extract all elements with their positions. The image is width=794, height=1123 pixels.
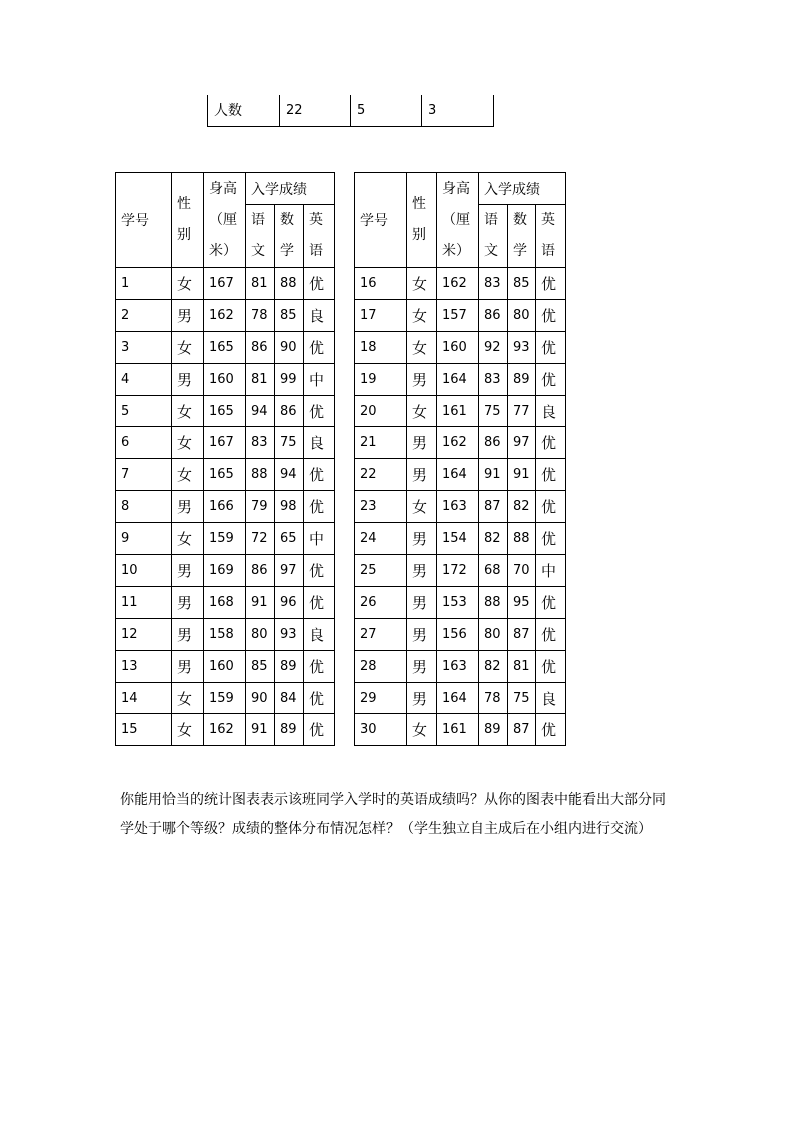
- header-entrance-score: 入学成绩: [246, 173, 335, 205]
- summary-value: 5: [351, 95, 422, 126]
- english-grade-cell: 优: [536, 299, 566, 331]
- header-english-line: 语: [541, 243, 555, 259]
- student-id-cell: 26: [355, 586, 407, 618]
- summary-table: [207, 95, 494, 127]
- header-gender-line: 性: [412, 196, 426, 212]
- height-cell: 153: [437, 586, 479, 618]
- header-english: [304, 205, 335, 268]
- chinese-score-cell: 82: [479, 523, 508, 555]
- chinese-score-cell: 86: [479, 427, 508, 459]
- header-height-line: （厘: [442, 211, 470, 228]
- english-grade-cell: 良: [304, 618, 335, 650]
- table-row: [116, 714, 335, 746]
- header-math-line: 数: [280, 212, 294, 228]
- header-id: 学号: [116, 173, 172, 268]
- chinese-score-cell: 81: [246, 363, 275, 395]
- english-grade-cell: 良: [536, 682, 566, 714]
- gender-cell: 男: [407, 586, 437, 618]
- student-id-cell: 15: [116, 714, 172, 746]
- english-grade-cell: 中: [304, 523, 335, 555]
- table-row: [355, 714, 566, 746]
- header-english-line: 英: [309, 212, 323, 228]
- height-cell: 159: [204, 523, 246, 555]
- table-row: [116, 459, 335, 491]
- math-score-cell: 89: [275, 714, 304, 746]
- height-cell: 154: [437, 523, 479, 555]
- header-entrance-score: 入学成绩: [479, 173, 566, 205]
- gender-cell: 女: [407, 395, 437, 427]
- math-score-cell: 94: [275, 459, 304, 491]
- height-cell: 163: [437, 650, 479, 682]
- header-chinese-line: 文: [484, 243, 498, 259]
- height-cell: 161: [437, 395, 479, 427]
- table-row: [116, 682, 335, 714]
- math-score-cell: 65: [275, 523, 304, 555]
- english-grade-cell: 优: [536, 523, 566, 555]
- chinese-score-cell: 91: [246, 586, 275, 618]
- chinese-score-cell: 85: [246, 650, 275, 682]
- student-id-cell: 2: [116, 299, 172, 331]
- english-grade-cell: 优: [304, 714, 335, 746]
- question-line: 学处于哪个等级？成绩的整体分布情况怎样？（学生独立自主成后在小组内进行交流）: [120, 821, 652, 837]
- height-cell: 159: [204, 682, 246, 714]
- english-grade-cell: 优: [536, 331, 566, 363]
- summary-value: 3: [422, 95, 494, 126]
- height-cell: 162: [204, 714, 246, 746]
- english-grade-cell: 良: [304, 299, 335, 331]
- student-id-cell: 23: [355, 491, 407, 523]
- student-id-cell: 13: [116, 650, 172, 682]
- student-id-cell: 5: [116, 395, 172, 427]
- height-cell: 162: [204, 299, 246, 331]
- header-gender-line: 性: [177, 196, 191, 212]
- height-cell: 165: [204, 459, 246, 491]
- chinese-score-cell: 82: [479, 650, 508, 682]
- chinese-score-cell: 83: [479, 268, 508, 300]
- header-math: [508, 205, 536, 268]
- table-row: [116, 618, 335, 650]
- table-row: [355, 395, 566, 427]
- math-score-cell: 91: [508, 459, 536, 491]
- gender-cell: 女: [407, 714, 437, 746]
- math-score-cell: 82: [508, 491, 536, 523]
- student-id-cell: 27: [355, 618, 407, 650]
- table-row: [355, 586, 566, 618]
- height-cell: 156: [437, 618, 479, 650]
- student-id-cell: 19: [355, 363, 407, 395]
- table-row: [355, 491, 566, 523]
- chinese-score-cell: 86: [246, 555, 275, 587]
- math-score-cell: 85: [508, 268, 536, 300]
- height-cell: 167: [204, 268, 246, 300]
- question-line: 你能用恰当的统计图表表示该班同学入学时的英语成绩吗？从你的图表中能看出大部分同: [120, 792, 666, 808]
- student-id-cell: 29: [355, 682, 407, 714]
- gender-cell: 女: [172, 331, 204, 363]
- chinese-score-cell: 86: [246, 331, 275, 363]
- math-score-cell: 75: [275, 427, 304, 459]
- student-id-cell: 14: [116, 682, 172, 714]
- header-height-line: 米）: [209, 242, 237, 259]
- student-id-cell: 10: [116, 555, 172, 587]
- student-id-cell: 22: [355, 459, 407, 491]
- gender-cell: 男: [172, 555, 204, 587]
- math-score-cell: 90: [275, 331, 304, 363]
- math-score-cell: 95: [508, 586, 536, 618]
- table-row: [355, 268, 566, 300]
- math-score-cell: 85: [275, 299, 304, 331]
- chinese-score-cell: 94: [246, 395, 275, 427]
- student-id-cell: 6: [116, 427, 172, 459]
- gender-cell: 男: [407, 682, 437, 714]
- math-score-cell: 87: [508, 714, 536, 746]
- height-cell: 167: [204, 427, 246, 459]
- header-height: [204, 173, 246, 268]
- header-height-line: 身高: [209, 180, 237, 197]
- english-grade-cell: 优: [536, 714, 566, 746]
- english-grade-cell: 优: [304, 459, 335, 491]
- chinese-score-cell: 79: [246, 491, 275, 523]
- gender-cell: 女: [172, 268, 204, 300]
- chinese-score-cell: 81: [246, 268, 275, 300]
- student-id-cell: 9: [116, 523, 172, 555]
- table-row: [116, 299, 335, 331]
- gender-cell: 男: [407, 427, 437, 459]
- gender-cell: 女: [407, 331, 437, 363]
- math-score-cell: 81: [508, 650, 536, 682]
- chinese-score-cell: 90: [246, 682, 275, 714]
- header-math-line: 学: [280, 243, 294, 259]
- header-height-line: （厘: [209, 211, 237, 228]
- height-cell: 172: [437, 555, 479, 587]
- height-cell: 160: [204, 650, 246, 682]
- summary-label: 人数: [208, 95, 280, 126]
- score-table-right-body: [355, 268, 566, 746]
- english-grade-cell: 优: [536, 491, 566, 523]
- student-id-cell: 24: [355, 523, 407, 555]
- english-grade-cell: 优: [304, 331, 335, 363]
- chinese-score-cell: 91: [479, 459, 508, 491]
- header-english-line: 语: [309, 243, 323, 259]
- math-score-cell: 87: [508, 618, 536, 650]
- gender-cell: 男: [407, 555, 437, 587]
- score-table-right: [354, 172, 566, 746]
- gender-cell: 男: [172, 618, 204, 650]
- table-row: [116, 331, 335, 363]
- english-grade-cell: 优: [304, 650, 335, 682]
- table-row: [116, 268, 335, 300]
- table-row: [355, 427, 566, 459]
- table-row: [116, 586, 335, 618]
- english-grade-cell: 优: [304, 586, 335, 618]
- math-score-cell: 86: [275, 395, 304, 427]
- gender-cell: 男: [407, 523, 437, 555]
- height-cell: 165: [204, 395, 246, 427]
- summary-value: 22: [280, 95, 351, 126]
- english-grade-cell: 中: [304, 363, 335, 395]
- header-math-line: 学: [513, 243, 527, 259]
- question-text: [120, 786, 700, 844]
- table-row: [355, 459, 566, 491]
- header-height: [437, 173, 479, 268]
- math-score-cell: 88: [508, 523, 536, 555]
- student-id-cell: 3: [116, 331, 172, 363]
- english-grade-cell: 优: [304, 555, 335, 587]
- header-gender-line: 别: [412, 227, 426, 243]
- english-grade-cell: 良: [304, 427, 335, 459]
- header-chinese: [246, 205, 275, 268]
- gender-cell: 女: [407, 268, 437, 300]
- table-row: [355, 555, 566, 587]
- english-grade-cell: 中: [536, 555, 566, 587]
- gender-cell: 女: [407, 299, 437, 331]
- height-cell: 162: [437, 427, 479, 459]
- chinese-score-cell: 88: [246, 459, 275, 491]
- chinese-score-cell: 72: [246, 523, 275, 555]
- gender-cell: 女: [172, 523, 204, 555]
- table-row: [355, 523, 566, 555]
- header-english-line: 英: [541, 212, 555, 228]
- table-row: [355, 299, 566, 331]
- score-table-left-body: [116, 268, 335, 746]
- header-id: 学号: [355, 173, 407, 268]
- student-id-cell: 16: [355, 268, 407, 300]
- chinese-score-cell: 68: [479, 555, 508, 587]
- height-cell: 169: [204, 555, 246, 587]
- math-score-cell: 77: [508, 395, 536, 427]
- math-score-cell: 93: [508, 331, 536, 363]
- height-cell: 158: [204, 618, 246, 650]
- math-score-cell: 97: [508, 427, 536, 459]
- gender-cell: 男: [172, 299, 204, 331]
- gender-cell: 男: [407, 650, 437, 682]
- table-row: [355, 363, 566, 395]
- header-english: [536, 205, 566, 268]
- english-grade-cell: 优: [536, 618, 566, 650]
- math-score-cell: 75: [508, 682, 536, 714]
- chinese-score-cell: 78: [479, 682, 508, 714]
- student-id-cell: 1: [116, 268, 172, 300]
- student-id-cell: 25: [355, 555, 407, 587]
- math-score-cell: 97: [275, 555, 304, 587]
- english-grade-cell: 优: [304, 491, 335, 523]
- table-row: [355, 650, 566, 682]
- math-score-cell: 96: [275, 586, 304, 618]
- english-grade-cell: 优: [304, 395, 335, 427]
- student-id-cell: 21: [355, 427, 407, 459]
- math-score-cell: 70: [508, 555, 536, 587]
- student-id-cell: 17: [355, 299, 407, 331]
- table-row: [355, 331, 566, 363]
- english-grade-cell: 优: [536, 459, 566, 491]
- gender-cell: 男: [172, 491, 204, 523]
- height-cell: 165: [204, 331, 246, 363]
- height-cell: 161: [437, 714, 479, 746]
- height-cell: 160: [204, 363, 246, 395]
- height-cell: 162: [437, 268, 479, 300]
- student-id-cell: 20: [355, 395, 407, 427]
- height-cell: 168: [204, 586, 246, 618]
- student-id-cell: 12: [116, 618, 172, 650]
- english-grade-cell: 优: [536, 268, 566, 300]
- math-score-cell: 89: [508, 363, 536, 395]
- table-row: [116, 395, 335, 427]
- chinese-score-cell: 89: [479, 714, 508, 746]
- english-grade-cell: 优: [536, 427, 566, 459]
- student-id-cell: 7: [116, 459, 172, 491]
- header-math: [275, 205, 304, 268]
- gender-cell: 男: [172, 586, 204, 618]
- chinese-score-cell: 86: [479, 299, 508, 331]
- math-score-cell: 93: [275, 618, 304, 650]
- chinese-score-cell: 83: [246, 427, 275, 459]
- student-id-cell: 4: [116, 363, 172, 395]
- chinese-score-cell: 83: [479, 363, 508, 395]
- header-chinese-line: 文: [251, 243, 265, 259]
- table-row: [355, 682, 566, 714]
- table-row: [116, 523, 335, 555]
- student-id-cell: 18: [355, 331, 407, 363]
- chinese-score-cell: 88: [479, 586, 508, 618]
- header-gender: [172, 173, 204, 268]
- header-chinese-line: 语: [484, 212, 498, 228]
- height-cell: 163: [437, 491, 479, 523]
- math-score-cell: 88: [275, 268, 304, 300]
- table-row: [116, 650, 335, 682]
- chinese-score-cell: 91: [246, 714, 275, 746]
- chinese-score-cell: 87: [479, 491, 508, 523]
- header-gender: [407, 173, 437, 268]
- math-score-cell: 84: [275, 682, 304, 714]
- gender-cell: 男: [172, 363, 204, 395]
- header-height-line: 身高: [442, 180, 470, 197]
- gender-cell: 女: [172, 427, 204, 459]
- math-score-cell: 80: [508, 299, 536, 331]
- height-cell: 164: [437, 682, 479, 714]
- student-id-cell: 30: [355, 714, 407, 746]
- table-row: [116, 427, 335, 459]
- gender-cell: 女: [172, 682, 204, 714]
- header-chinese: [479, 205, 508, 268]
- english-grade-cell: 优: [304, 682, 335, 714]
- gender-cell: 女: [172, 395, 204, 427]
- gender-cell: 男: [407, 363, 437, 395]
- gender-cell: 男: [407, 459, 437, 491]
- math-score-cell: 99: [275, 363, 304, 395]
- math-score-cell: 89: [275, 650, 304, 682]
- header-chinese-line: 语: [251, 212, 265, 228]
- student-id-cell: 28: [355, 650, 407, 682]
- height-cell: 164: [437, 459, 479, 491]
- height-cell: 157: [437, 299, 479, 331]
- english-grade-cell: 优: [536, 586, 566, 618]
- english-grade-cell: 良: [536, 395, 566, 427]
- table-row: [355, 618, 566, 650]
- header-gender-line: 别: [177, 227, 191, 243]
- student-id-cell: 11: [116, 586, 172, 618]
- height-cell: 164: [437, 363, 479, 395]
- english-grade-cell: 优: [536, 650, 566, 682]
- chinese-score-cell: 80: [246, 618, 275, 650]
- gender-cell: 男: [407, 618, 437, 650]
- gender-cell: 男: [172, 650, 204, 682]
- chinese-score-cell: 78: [246, 299, 275, 331]
- english-grade-cell: 优: [536, 363, 566, 395]
- gender-cell: 女: [172, 714, 204, 746]
- height-cell: 166: [204, 491, 246, 523]
- student-id-cell: 8: [116, 491, 172, 523]
- summary-row: [208, 95, 494, 126]
- english-grade-cell: 优: [304, 268, 335, 300]
- table-row: [116, 363, 335, 395]
- score-table-left: [115, 172, 335, 746]
- gender-cell: 女: [172, 459, 204, 491]
- chinese-score-cell: 80: [479, 618, 508, 650]
- gender-cell: 女: [407, 491, 437, 523]
- table-row: [116, 555, 335, 587]
- height-cell: 160: [437, 331, 479, 363]
- table-row: [116, 491, 335, 523]
- header-height-line: 米）: [442, 242, 470, 259]
- header-math-line: 数: [513, 212, 527, 228]
- math-score-cell: 98: [275, 491, 304, 523]
- chinese-score-cell: 75: [479, 395, 508, 427]
- chinese-score-cell: 92: [479, 331, 508, 363]
